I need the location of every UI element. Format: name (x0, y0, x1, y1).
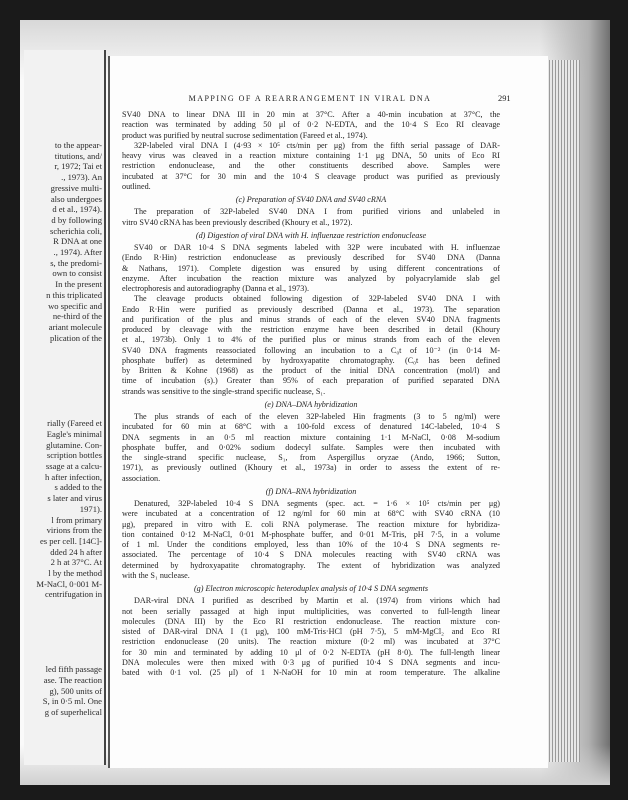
text-line: phosphate buffer, and 0·02% sodium dodecyl sulfate. Samples were then incubated with (122, 442, 500, 452)
text-line: outlined. (122, 181, 151, 191)
text-line: of 1 ml. Under the conditions employed, less than 10% of the 10·4 S DNA segments re- (122, 540, 500, 549)
text-line: The preparation of 32P-labeled SV40 DNA I from purified virions and unlabeled in (134, 207, 500, 217)
prev-page-line: l by the method (48, 568, 102, 578)
prev-page-line: ., 1974). After (53, 247, 102, 257)
section-heading: (f) DNA–RNA hybridization (265, 486, 357, 496)
text-line: time of incubation (s).) Greater than 95% of each preparation of purified separated DNA (122, 376, 500, 386)
paragraph (122, 243, 500, 294)
text-line: Endo R·Hin were purified as previously described (Danna et al., 1973). The separation (122, 304, 500, 314)
paragraph (122, 110, 500, 141)
prev-page-line: s later and virus (47, 493, 102, 504)
prev-page-line: S, in 0·5 ml. One (42, 696, 102, 707)
paragraph (122, 207, 500, 228)
text-line: (Endo R·Hin) restriction endonuclease as previously described for SV40 DNA (Danna (122, 253, 500, 263)
text-line: tion contained 0·12 M-NaCl, 0·01 M-phosphate buffer, and 0·01 M-Tris, pH 7·5, in a volume (122, 529, 500, 539)
paragraph (122, 141, 500, 192)
paragraph (122, 294, 500, 397)
text-line: μg), prepared in vitro with E. coli RNA polymerase. The reaction mixture for hybridiza- (122, 519, 500, 529)
prev-page-line: own to consist (52, 268, 102, 279)
text-line: bated with 0·1 vol. (25 μl) of 1 N-NaOH for 10 min at room temperature. The alkaline (122, 668, 500, 677)
prev-page-line: scherichia coli, (49, 225, 102, 236)
section-heading: (d) Digestion of viral DNA with H. influenzae restriction endonuclease (195, 230, 427, 240)
prev-page-line: ne-third of the (52, 311, 102, 322)
text-line: DAR-viral DNA I purified as described by Martin et al. (1974) from virions which had (134, 596, 500, 606)
text-line: molecules (DNA III) by the Eco RI restriction endonuclease. The reaction mixture con- (122, 616, 500, 626)
text-line: Denatured, 32P-labeled 10·4 S DNA segments (spec. act. = 1·6 × 10⁵ cts/min per μg) (134, 499, 500, 508)
text-line: incubated for 60 min at 68°C with a 100-fold excess of denatured 14C-labeled, 10·4 S (122, 422, 500, 432)
prev-page-line: dded 24 h after (50, 546, 102, 557)
text-line: the single-strand specific nuclease, S₁, from Aspergillus oryzae (Ando, 1966; Sutton, (122, 453, 500, 462)
section-heading: (g) Electron microscopic heteroduplex analysis of 10·4 S DNA segments (193, 584, 429, 593)
text-line: not been serially passaged at high input multiplicities, was converted to full-length linear (122, 606, 500, 616)
text-line: strands was sensitive to the single-strand specific nuclease, S₁. (122, 386, 326, 396)
prev-page-line: d et al., 1974). (52, 204, 102, 215)
prev-page-line: s added to the (54, 482, 102, 493)
prev-page-line: ase. The reaction (43, 675, 102, 685)
prev-page-line: s, the predomi- (50, 257, 102, 268)
prev-page-line: Eagle's minimal (46, 428, 102, 439)
prev-page-line: h after infection, (44, 471, 102, 482)
prev-page-line: n this triplicated (46, 289, 102, 300)
text-line: association. (122, 473, 161, 483)
running-head: MAPPING OF A REARRANGEMENT IN VIRAL DNA (188, 94, 432, 103)
text-line: enzyme. After incubation the reaction mixture was analyzed by polyacrylamide slab gel (122, 273, 500, 283)
paragraph (122, 499, 500, 581)
section-heading: (e) DNA–DNA hybridization (264, 399, 358, 409)
text-line: DNA molecules were then mixed with 0·3 μg of purified 10·4 S DNA segments and incu- (122, 657, 500, 667)
text-line: vitro SV40 cRNA has been previously described (Khoury et al., 1972). (122, 217, 353, 227)
prev-page-line: es per cell. [14C]- (39, 535, 102, 546)
prev-page-line: plication of the (49, 332, 102, 343)
page-stack-edge (544, 60, 580, 762)
page-number: 291 (498, 94, 511, 103)
text-line: sisted of DAR-viral DNA I (1 μg), 100 mM-Tris·HCl (pH 7·5), 5 mM-MgCl₂ and Eco RI (122, 627, 500, 636)
document-page (108, 56, 548, 768)
text-line: reaction was terminated by adding 50 μl of 0·2 N-EDTA, and the 10·4 S Eco RI cleavage (122, 120, 500, 130)
prev-page-line: centrifugation in (44, 589, 102, 600)
text-line: 1971), as previously outlined (Khoury et al., 1973a) in order to assess the extent of re- (122, 463, 500, 473)
prev-page-line: ssage at a calcu- (45, 461, 102, 471)
text-line: SV40 DNA fragments reassociated following an incubation to a C₀t of 10⁻² (in 0·14 M- (122, 345, 500, 355)
text-line: electrophoresis and autoradiography (Danna et al., 1973). (122, 284, 310, 293)
text-line: restriction endonuclease (20 units). The reaction mixture (0·2 ml) was incubated at 37°C (122, 637, 500, 647)
prev-page-line: scription bottles (46, 450, 102, 461)
text-line: The cleavage products obtained following digestion of 32P-labeled SV40 DNA I with (134, 294, 500, 304)
text-line: incubated at 37°C for 30 min and the 10·4 S cleavage product was purified as previously (122, 171, 500, 181)
text-line: SV40 or DAR 10·4 S DNA segments labeled with 32P were incubated with H. influenzae (134, 243, 500, 252)
text-line: & Nathans, 1971). Complete digestion was ensured by using different concentrations of (122, 263, 500, 273)
text-line: The plus strands of each of the eleven 32P-labeled Hin fragments (3 to 5 ng/ml) were (134, 412, 500, 421)
text-line: determined by hydroxyapatite chromatography. The extent of hybridization was analyzed (122, 560, 500, 570)
prev-page-line: In the present (55, 279, 102, 290)
prev-page-line: d by following (51, 214, 102, 225)
text-line: heavy virus was cleaved in a reaction mixture containing 1·1 μg DNA, 50 units of Eco RI (122, 151, 500, 160)
prev-page-line: R DNA at one (53, 236, 102, 247)
prev-page-line: ., 1973). An (61, 172, 102, 183)
prev-page-line: 1971). (79, 503, 102, 514)
paragraph (122, 412, 500, 484)
prev-page-line: glutamine. Con- (46, 439, 102, 450)
text-line: restriction endonuclease, and the other constituents described above. Samples were (122, 161, 500, 171)
text-line: DNA segments in an 0·5 ml reaction mixture containing 1·1 M-NaCl, 0·08 M-sodium (122, 432, 500, 442)
prev-page-line: gressive multi- (50, 182, 102, 193)
section-heading: (c) Preparation of SV40 DNA and SV40 cRNA (235, 195, 387, 204)
prev-page-line: g of superhelical (44, 707, 102, 718)
paragraph (122, 596, 500, 678)
text-line: associated. The percentage of 10·4 S DNA molecules reacting with SV40 cRNA was (122, 550, 500, 560)
text-line: produced by cleavage with the restriction enzyme have been described in detail (Khoury (122, 325, 500, 334)
prev-page-line: also undergoes (50, 193, 102, 204)
prev-page-line: M-NaCl, 0·001 M- (36, 578, 102, 589)
prev-page-line: to the appear- (54, 140, 102, 150)
text-line: SV40 DNA to linear DNA III in 20 min at 37°C. After a 40-min incubation at 37°C, the (122, 110, 500, 119)
prev-page-line: r, 1972; Tai et (54, 161, 102, 172)
prev-page-line: titutions, and/ (54, 150, 102, 161)
prev-page-line: g), 500 units of (49, 685, 102, 696)
prev-page-line: ariant molecule (48, 321, 102, 332)
prev-page-line: led fifth passage (45, 664, 102, 675)
text-line: product was purified by neutral sucrose sedimentation (Fareed et al., 1974). (122, 130, 368, 140)
text-line: by Britten & Kohne (1968) as the product of the initial DNA concentration (mol/l) and (122, 366, 500, 375)
text-line: et al., 1973b). Only 1 to 4% of the purified plus or minus strands from each of the eleven (122, 335, 500, 345)
text-line: with the S₁ nuclease. (122, 570, 190, 580)
prev-page-line: virions from the (46, 525, 102, 536)
previous-page-fragment (24, 50, 106, 765)
prev-page-line: l from primary (51, 514, 102, 525)
text-line: phosphate buffer) as determined by hydroxyapatite chromatography. (C₀t has been defined (122, 355, 500, 365)
page-body (122, 110, 500, 678)
prev-page-line: rially (Fareed et (47, 418, 102, 429)
prev-page-line: 2 h at 37°C. At (50, 557, 102, 568)
text-line: 32P-labeled viral DNA I (4·93 × 10⁵ cts/min per μg) from the fifth serial passage of DAR- (134, 140, 500, 150)
text-line: for 30 min and terminated by adding 10 μl of 0·2 N-EDTA (pH 8·0). The full-length linear (122, 647, 500, 657)
text-line: and purification of the plus and minus strands of each of the eleven SV40 DNA fragments (122, 314, 500, 324)
prev-page-line: wo specific and (48, 300, 102, 311)
text-line: were incubated at a concentration of 12 ng/ml for 60 min at 68°C with SV40 cRNA (10 (122, 509, 500, 519)
